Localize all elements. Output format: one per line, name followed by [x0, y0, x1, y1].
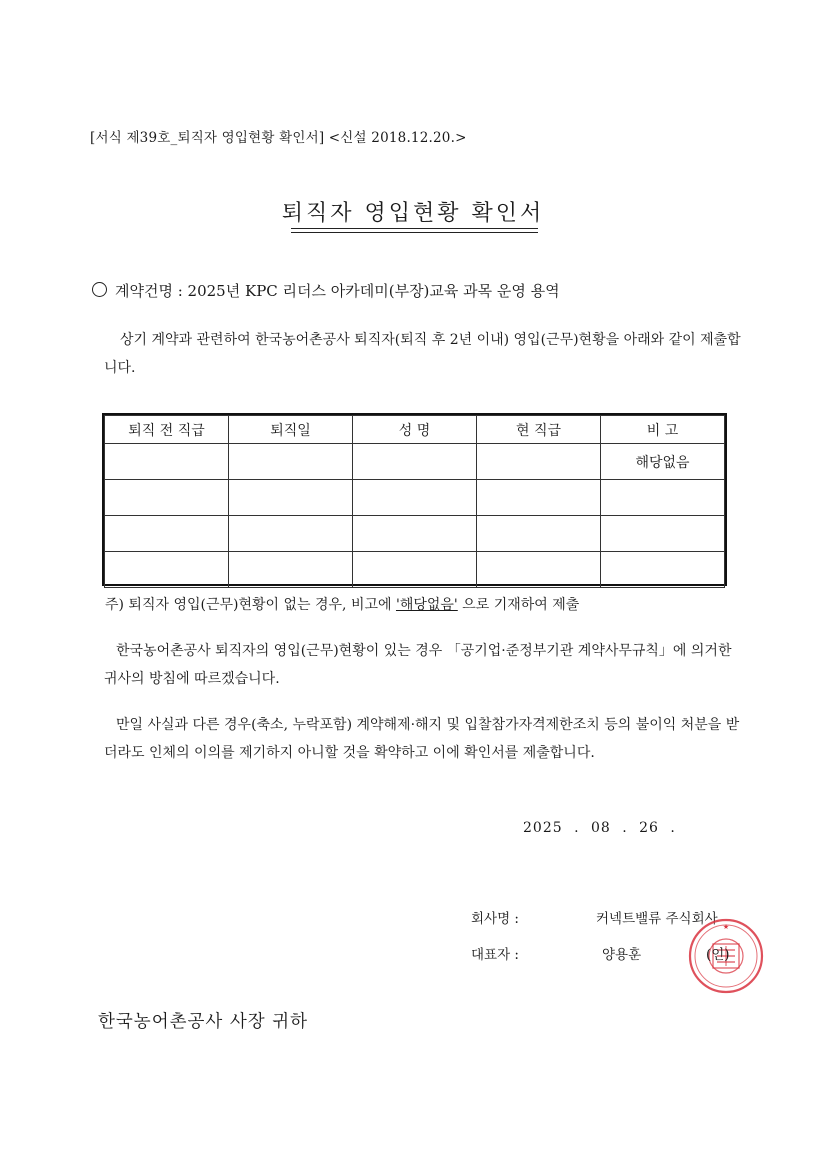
document-date: 2025 . 08 . 26 . — [523, 820, 676, 836]
note-suffix: 으로 기재하여 제출 — [457, 597, 580, 613]
table-cell — [601, 552, 725, 588]
table-cell — [229, 480, 353, 516]
table-cell — [353, 516, 477, 552]
table-row — [105, 516, 725, 552]
header-current-grade: 현 직급 — [477, 416, 601, 444]
representative-label: 대표자 : — [471, 947, 519, 963]
circle-bullet-icon — [92, 282, 107, 297]
company-label: 회사명 : — [471, 911, 519, 927]
svg-text:★: ★ — [722, 923, 730, 931]
contract-line — [92, 280, 560, 301]
retiree-table — [102, 413, 727, 586]
table-cell — [477, 480, 601, 516]
form-id: [서식 제39호_퇴직자 영입현황 확인서] <신설 2018.12.20.> — [90, 130, 467, 146]
table-cell — [477, 444, 601, 480]
table-cell-remarks: 해당없음 — [601, 444, 725, 480]
table-cell — [353, 552, 477, 588]
table-cell — [477, 552, 601, 588]
table-row — [105, 444, 725, 480]
table-cell — [105, 444, 229, 480]
paragraph-policy: 한국농어촌공사 퇴직자의 영입(근무)현황이 있는 경우 「공기업·준정부기관 계약사무규칙」에 의거한 귀사의 방침에 따르겠습니다. — [104, 643, 732, 687]
table-cell — [601, 480, 725, 516]
table-row — [105, 480, 725, 516]
table-cell — [229, 516, 353, 552]
header-retire-date: 퇴직일 — [229, 416, 353, 444]
header-remarks: 비 고 — [601, 416, 725, 444]
table-cell — [105, 552, 229, 588]
title-underline — [291, 228, 538, 229]
header-name: 성 명 — [353, 416, 477, 444]
table-cell — [477, 516, 601, 552]
note-quoted: '해당없음' — [395, 597, 458, 613]
contract-label: 계약건명 : 2025년 KPC 리더스 아카데미(부장)교육 과목 운영 용역 — [115, 282, 560, 300]
table-cell — [229, 552, 353, 588]
company-name: 커넥트밸류 주식회사 — [596, 911, 718, 927]
table-cell — [353, 480, 477, 516]
table-note — [105, 594, 579, 614]
paragraph-intro: 상기 계약과 관련하여 한국농어촌공사 퇴직자(퇴직 후 2년 이내) 영입(근무)현황을 아래와 같이 제출합니다. — [104, 332, 741, 376]
note-prefix: 주) 퇴직자 영입(근무)현황이 없는 경우, 비고에 — [105, 597, 396, 613]
table-cell — [353, 444, 477, 480]
title-underline-second — [291, 232, 538, 233]
document-title: 퇴직자 영입현황 확인서 — [281, 201, 545, 226]
table-cell — [229, 444, 353, 480]
paragraph-pledge: 만일 사실과 다른 경우(축소, 누락포함) 계약해제·해지 및 입찰참가자격제한조치 등의 불이익 처분을 받더라도 인체의 이의를 제기하지 아니할 것을 확약하고 이에 확인서를 제출합니다. — [104, 717, 740, 761]
table-header-row — [105, 416, 725, 444]
table-cell — [601, 516, 725, 552]
addressee: 한국농어촌공사 사장 귀하 — [98, 1012, 309, 1032]
table-cell — [105, 480, 229, 516]
representative-name: 양용훈 — [602, 947, 642, 963]
table-row — [105, 552, 725, 588]
seal-mark: (인) — [706, 947, 730, 963]
table-cell — [105, 516, 229, 552]
header-prev-grade: 퇴직 전 직급 — [105, 416, 229, 444]
